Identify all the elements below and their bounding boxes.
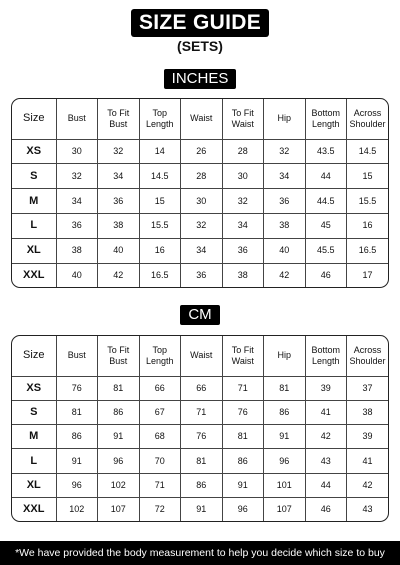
measurement-cell: 14 [139,139,181,164]
table-row [12,473,388,497]
measurement-cell: 81 [98,376,140,400]
measurement-cell: 46 [305,263,347,287]
column-header: Hip [264,99,306,139]
column-header: To Fit Waist [222,336,264,376]
measurement-cell: 14.5 [139,164,181,189]
inches-section-label: INCHES [164,69,237,89]
measurement-cell: 30 [56,139,98,164]
measurement-cell: 81 [56,400,98,424]
cm-size-table [12,336,388,521]
measurement-cell: 86 [56,425,98,449]
size-label-cell: XXL [12,263,56,287]
measurement-cell: 40 [56,263,98,287]
table-row [12,213,388,238]
table-row [12,189,388,214]
column-header: Bust [56,99,98,139]
measurement-cell: 36 [56,213,98,238]
inches-table-frame [11,98,389,288]
measurement-cell: 44 [305,473,347,497]
measurement-cell: 96 [98,449,140,473]
measurement-cell: 42 [347,473,389,497]
measurement-cell: 76 [222,400,264,424]
measurement-cell: 76 [181,425,223,449]
measurement-cell: 34 [98,164,140,189]
measurement-cell: 76 [56,376,98,400]
size-label-cell: S [12,400,56,424]
measurement-cell: 14.5 [347,139,389,164]
measurement-cell: 34 [264,164,306,189]
table-row [12,498,388,521]
measurement-cell: 34 [56,189,98,214]
size-label-cell: L [12,449,56,473]
column-header: Bottom Length [305,336,347,376]
measurement-cell: 32 [222,189,264,214]
column-header: Waist [181,99,223,139]
table-row [12,376,388,400]
measurement-cell: 32 [264,139,306,164]
size-label-cell: XXL [12,498,56,521]
title-wrap [0,9,400,37]
measurement-cell: 67 [139,400,181,424]
measurement-cell: 86 [222,449,264,473]
measurement-cell: 32 [56,164,98,189]
measurement-cell: 38 [264,213,306,238]
measurement-cell: 15 [347,164,389,189]
measurement-cell: 41 [305,400,347,424]
measurement-cell: 32 [98,139,140,164]
cm-table-frame [11,335,389,522]
page-subtitle: (SETS) [177,38,223,54]
footer-note: *We have provided the body measurement to help you decide which size to buy [0,541,400,565]
column-header: Top Length [139,336,181,376]
cm-section-label: CM [180,305,219,325]
column-header: Bust [56,336,98,376]
size-label-cell: XL [12,238,56,263]
column-header: Top Length [139,99,181,139]
size-label-cell: L [12,213,56,238]
measurement-cell: 28 [181,164,223,189]
table-header-row [12,336,388,376]
measurement-cell: 26 [181,139,223,164]
inches-label-wrap [0,69,400,89]
measurement-cell: 81 [181,449,223,473]
column-header: Waist [181,336,223,376]
measurement-cell: 71 [181,400,223,424]
page-title: SIZE GUIDE [131,9,269,37]
cm-label-wrap [0,305,400,325]
measurement-cell: 15.5 [139,213,181,238]
measurement-cell: 36 [98,189,140,214]
size-label-cell: M [12,189,56,214]
measurement-cell: 91 [56,449,98,473]
measurement-cell: 34 [222,213,264,238]
measurement-cell: 101 [264,473,306,497]
table-row [12,425,388,449]
table-row [12,238,388,263]
table-row [12,263,388,287]
measurement-cell: 40 [98,238,140,263]
measurement-cell: 71 [222,376,264,400]
measurement-cell: 16.5 [139,263,181,287]
measurement-cell: 81 [264,376,306,400]
measurement-cell: 44 [305,164,347,189]
column-header: Across Shoulder [347,336,389,376]
measurement-cell: 66 [139,376,181,400]
measurement-cell: 43.5 [305,139,347,164]
inches-size-table [12,99,388,287]
table-row [12,400,388,424]
column-header: Size [12,99,56,139]
measurement-cell: 30 [222,164,264,189]
measurement-cell: 66 [181,376,223,400]
measurement-cell: 107 [264,498,306,521]
measurement-cell: 107 [98,498,140,521]
measurement-cell: 86 [264,400,306,424]
measurement-cell: 42 [305,425,347,449]
table-row [12,449,388,473]
size-label-cell: S [12,164,56,189]
measurement-cell: 72 [139,498,181,521]
column-header: Size [12,336,56,376]
measurement-cell: 40 [264,238,306,263]
measurement-cell: 102 [98,473,140,497]
measurement-cell: 96 [56,473,98,497]
measurement-cell: 42 [98,263,140,287]
measurement-cell: 15.5 [347,189,389,214]
column-header: Across Shoulder [347,99,389,139]
column-header: Bottom Length [305,99,347,139]
measurement-cell: 38 [98,213,140,238]
measurement-cell: 30 [181,189,223,214]
measurement-cell: 38 [56,238,98,263]
measurement-cell: 96 [264,449,306,473]
measurement-cell: 16.5 [347,238,389,263]
measurement-cell: 41 [347,449,389,473]
measurement-cell: 39 [305,376,347,400]
measurement-cell: 81 [222,425,264,449]
measurement-cell: 96 [222,498,264,521]
measurement-cell: 45.5 [305,238,347,263]
measurement-cell: 91 [222,473,264,497]
table-header-row [12,99,388,139]
measurement-cell: 86 [181,473,223,497]
table-row [12,164,388,189]
measurement-cell: 43 [347,498,389,521]
measurement-cell: 68 [139,425,181,449]
table-row [12,139,388,164]
size-label-cell: XS [12,139,56,164]
size-label-cell: XS [12,376,56,400]
measurement-cell: 36 [181,263,223,287]
measurement-cell: 16 [139,238,181,263]
measurement-cell: 15 [139,189,181,214]
measurement-cell: 86 [98,400,140,424]
measurement-cell: 45 [305,213,347,238]
measurement-cell: 39 [347,425,389,449]
measurement-cell: 38 [347,400,389,424]
measurement-cell: 38 [222,263,264,287]
measurement-cell: 28 [222,139,264,164]
measurement-cell: 36 [264,189,306,214]
measurement-cell: 37 [347,376,389,400]
measurement-cell: 91 [264,425,306,449]
size-label-cell: M [12,425,56,449]
measurement-cell: 42 [264,263,306,287]
measurement-cell: 36 [222,238,264,263]
measurement-cell: 71 [139,473,181,497]
column-header: To Fit Bust [98,336,140,376]
measurement-cell: 43 [305,449,347,473]
column-header: To Fit Bust [98,99,140,139]
measurement-cell: 46 [305,498,347,521]
column-header: To Fit Waist [222,99,264,139]
measurement-cell: 91 [181,498,223,521]
measurement-cell: 34 [181,238,223,263]
measurement-cell: 91 [98,425,140,449]
measurement-cell: 44.5 [305,189,347,214]
measurement-cell: 102 [56,498,98,521]
column-header: Hip [264,336,306,376]
measurement-cell: 32 [181,213,223,238]
measurement-cell: 17 [347,263,389,287]
measurement-cell: 16 [347,213,389,238]
size-label-cell: XL [12,473,56,497]
measurement-cell: 70 [139,449,181,473]
